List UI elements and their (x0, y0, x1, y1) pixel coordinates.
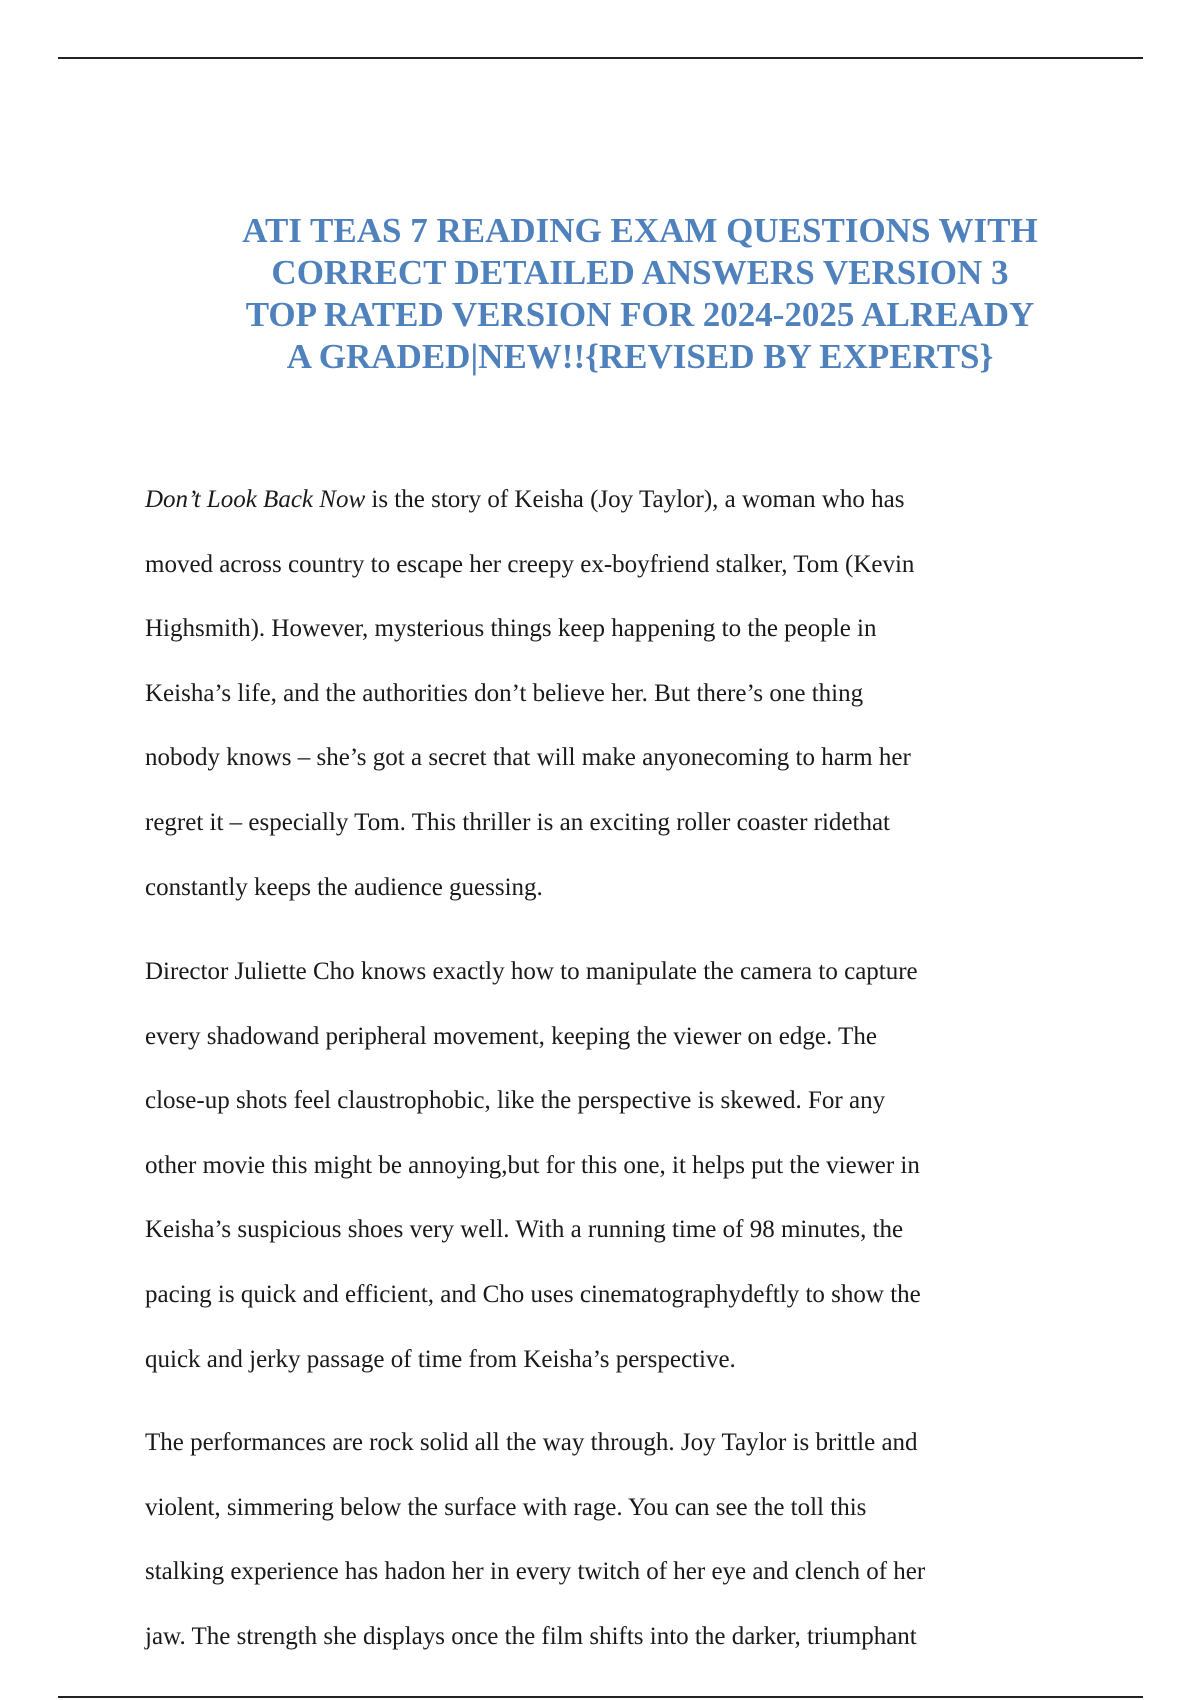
paragraph-1-line-5: nobody knows – she’s got a secret that will make anyonecoming to harm her (145, 744, 911, 772)
paragraph-1-line-1 (145, 468, 1045, 533)
paragraph-2 (145, 940, 1045, 1392)
paragraph-3 (145, 1411, 1045, 1669)
paragraph-2-line-1: Director Juliette Cho knows exactly how to manipulate the camera to capture (145, 958, 918, 985)
paragraph-2-line-4: other movie this might be annoying,but for this one, it helps put the viewer in (145, 1151, 920, 1179)
paragraph-2-line-7: quick and jerky passage of time from Keisha’s perspective. (145, 1345, 736, 1373)
paragraph-1-line-1-rest: is the story of Keisha (Joy Taylor), a woman who has (365, 486, 905, 513)
title-line-4: A GRADED|NEW!!{REVISED BY EXPERTS} (286, 337, 994, 376)
paragraph-3-line-1: The performances are rock solid all the way through. Joy Taylor is brittle and (145, 1429, 918, 1456)
paragraph-1 (145, 468, 1045, 920)
title-line-1: ATI TEAS 7 READING EXAM QUESTIONS WITH (242, 211, 1038, 250)
paragraph-1-line-3: Highsmith). However, mysterious things keep happening to the people in (145, 615, 877, 643)
bottom-rule (58, 1696, 1143, 1698)
paragraph-2-line-5: Keisha’s suspicious shoes very well. With a running time of 98 minutes, the (145, 1216, 904, 1244)
paragraph-2-line-2: every shadowand peripheral movement, keeping the viewer on edge. The (145, 1022, 877, 1050)
paragraph-3-line-4: jaw. The strength she displays once the film shifts into the darker, triumphant (145, 1622, 917, 1650)
document-title (150, 210, 1130, 378)
title-line-2: CORRECT DETAILED ANSWERS VERSION 3 (271, 253, 1009, 292)
film-title: Don’t Look Back Now (145, 486, 366, 513)
top-rule (58, 57, 1143, 59)
paragraph-1-line-6: regret it – especially Tom. This thriller is an exciting roller coaster ridethat (145, 808, 891, 836)
paragraph-1-line-2: moved across country to escape her creepy ex-boyfriend stalker, Tom (Kevin (145, 550, 915, 578)
paragraph-1-line-4: Keisha’s life, and the authorities don’t believe her. But there’s one thing (145, 679, 864, 707)
title-line-3: TOP RATED VERSION FOR 2024-2025 ALREADY (245, 295, 1035, 334)
paragraph-1-line-7: constantly keeps the audience guessing. (145, 873, 543, 901)
paragraph-3-line-2: violent, simmering below the surface with rage. You can see the toll this (145, 1493, 867, 1521)
paragraph-2-line-3: close-up shots feel claustrophobic, like the perspective is skewed. For any (145, 1087, 886, 1115)
paragraph-3-line-3: stalking experience has hadon her in every twitch of her eye and clench of her (145, 1558, 926, 1586)
paragraph-2-line-6: pacing is quick and efficient, and Cho uses cinematographydeftly to show the (145, 1280, 921, 1308)
